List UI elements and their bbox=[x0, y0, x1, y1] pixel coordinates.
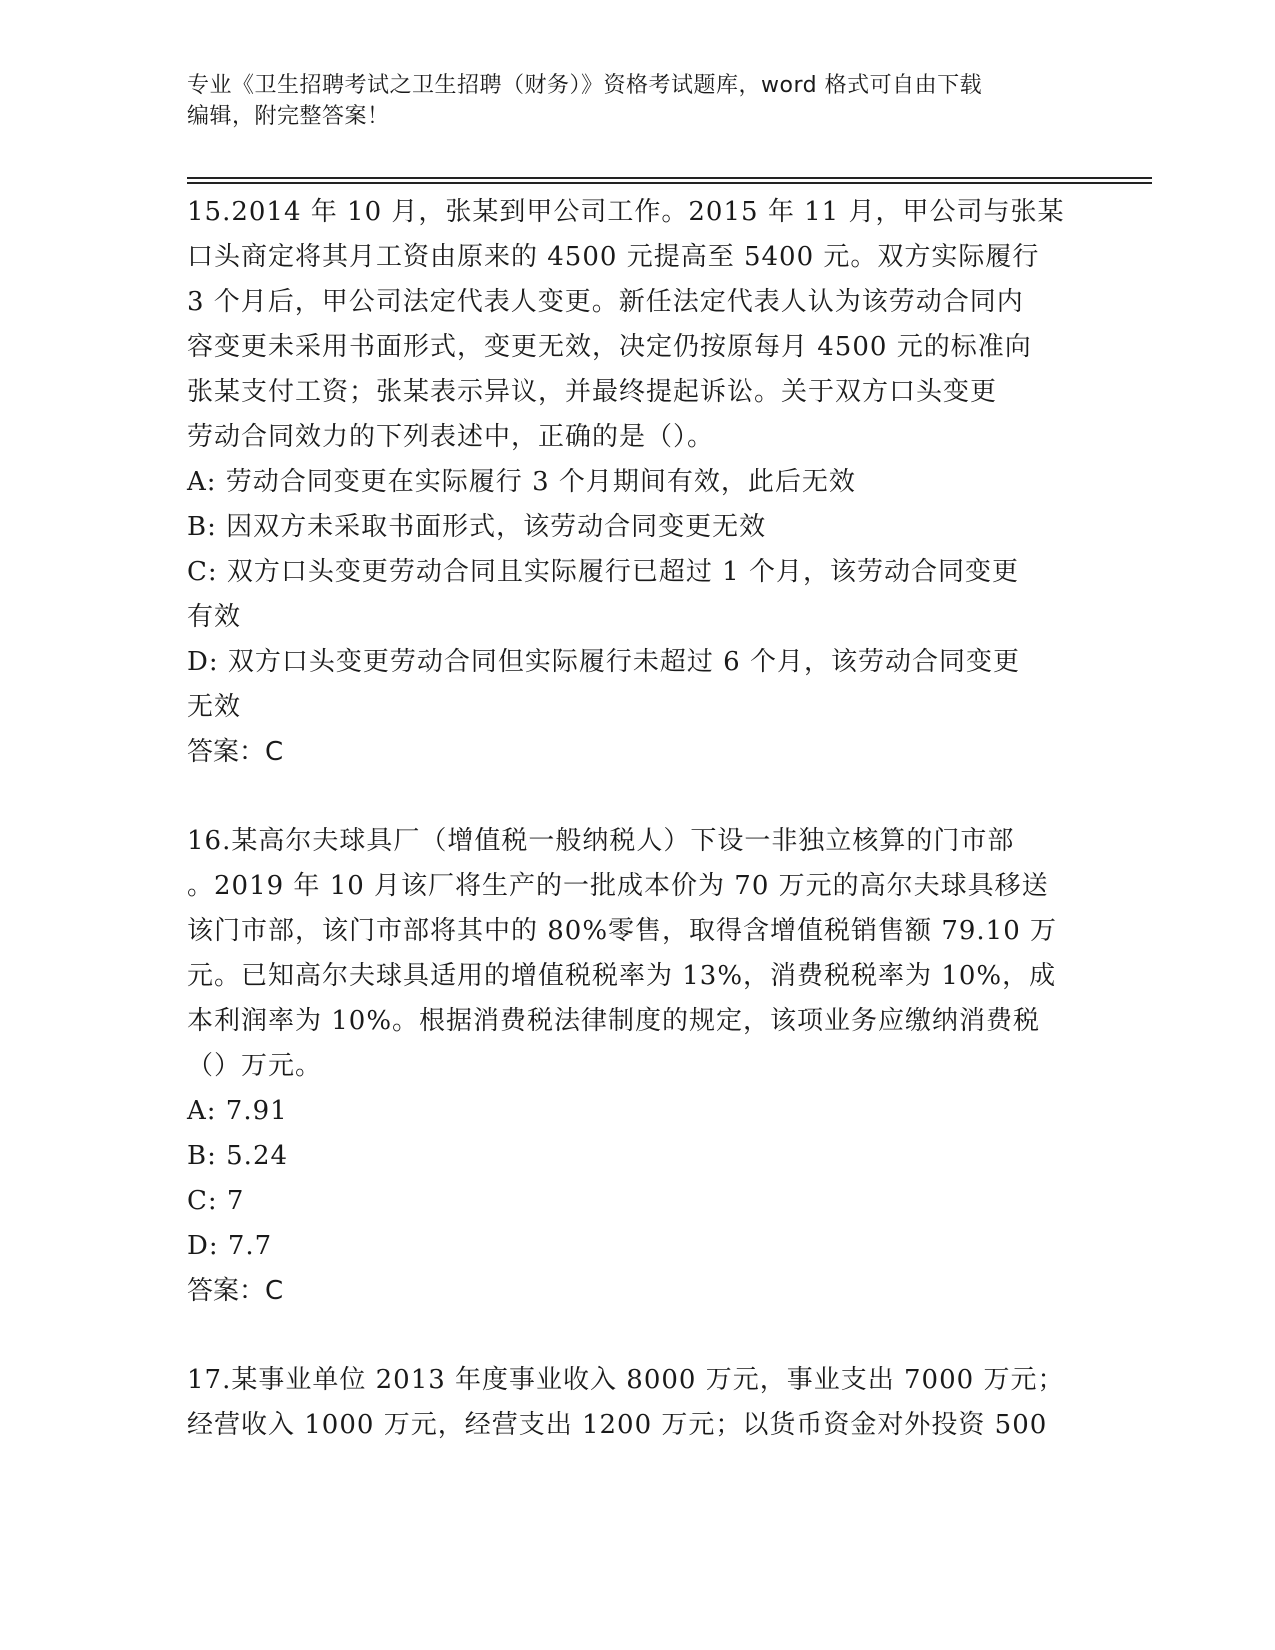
question-list bbox=[187, 190, 1087, 1448]
question-stem-line: 元。已知高尔夫球具适用的增值税税率为 13%，消费税税率为 10%，成 bbox=[187, 961, 1057, 991]
answer-label: 答案：C bbox=[187, 1276, 284, 1306]
option-c: C: 7 bbox=[187, 1186, 245, 1216]
question-stem-line: （）万元。 bbox=[187, 1051, 323, 1081]
question-stem-line: 3 个月后，甲公司法定代表人变更。新任法定代表人认为该劳动合同内 bbox=[187, 287, 1024, 317]
question-17 bbox=[187, 1358, 1087, 1448]
question-16 bbox=[187, 819, 1087, 1314]
answer-label: 答案：C bbox=[187, 737, 284, 767]
question-stem-line: 17.某事业单位 2013 年度事业收入 8000 万元，事业支出 7000 万元； bbox=[187, 1365, 1065, 1395]
option-b: B: 5.24 bbox=[187, 1141, 289, 1171]
question-stem-line: 16.某高尔夫球具厂（增值税一般纳税人）下设一非独立核算的门市部 bbox=[187, 826, 1015, 856]
option-a: A: 劳动合同变更在实际履行 3 个月期间有效，此后无效 bbox=[187, 467, 856, 497]
question-stem-line: 。2019 年 10 月该厂将生产的一批成本价为 70 万元的高尔夫球具移送 bbox=[187, 871, 1049, 901]
question-stem-line: 该门市部，该门市部将其中的 80%零售，取得含增值税销售额 79.10 万 bbox=[187, 916, 1058, 946]
option-b: B: 因双方未采取书面形式，该劳动合同变更无效 bbox=[187, 512, 767, 542]
question-stem-line: 15.2014 年 10 月，张某到甲公司工作。2015 年 11 月，甲公司与张某 bbox=[187, 197, 1065, 227]
option-d: D: 双方口头变更劳动合同但实际履行未超过 6 个月，该劳动合同变更 bbox=[187, 647, 1020, 677]
header-rule-top bbox=[187, 177, 1152, 179]
header-line-1: 专业《卫生招聘考试之卫生招聘（财务）》资格考试题库，word 格式可自由下载 bbox=[187, 73, 983, 98]
question-stem-line: 经营收入 1000 万元，经营支出 1200 万元；以货币资金对外投资 500 bbox=[187, 1410, 1048, 1440]
spacer bbox=[187, 775, 1087, 819]
header-rule-bottom bbox=[187, 182, 1152, 184]
option-c-continued: 有效 bbox=[187, 602, 242, 632]
question-stem-line: 本利润率为 10%。根据消费税法律制度的规定，该项业务应缴纳消费税 bbox=[187, 1006, 1041, 1036]
option-d-continued: 无效 bbox=[187, 692, 242, 722]
option-c: C: 双方口头变更劳动合同且实际履行已超过 1 个月，该劳动合同变更 bbox=[187, 557, 1019, 587]
question-15 bbox=[187, 190, 1087, 775]
document-header bbox=[187, 70, 1067, 132]
spacer bbox=[187, 1314, 1087, 1358]
question-stem-line: 劳动合同效力的下列表述中，正确的是（）。 bbox=[187, 422, 715, 452]
option-a: A: 7.91 bbox=[187, 1096, 288, 1126]
question-stem-line: 张某支付工资；张某表示异议，并最终提起诉讼。关于双方口头变更 bbox=[187, 377, 998, 407]
option-d: D: 7.7 bbox=[187, 1231, 273, 1261]
header-line-2: 编辑，附完整答案！ bbox=[187, 104, 390, 129]
question-stem-line: 容变更未采用书面形式，变更无效，决定仍按原每月 4500 元的标准向 bbox=[187, 332, 1032, 362]
question-stem-line: 口头商定将其月工资由原来的 4500 元提高至 5400 元。双方实际履行 bbox=[187, 242, 1040, 272]
